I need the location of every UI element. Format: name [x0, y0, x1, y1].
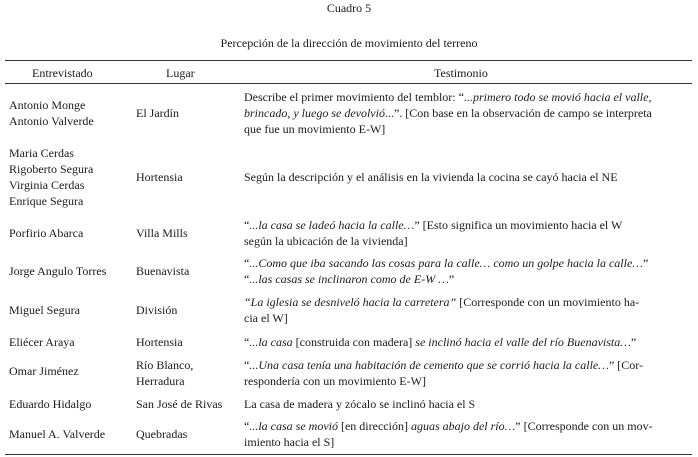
- cell-lugar: [136, 302, 240, 318]
- entrevistado-name: Antonio Monge: [9, 98, 86, 112]
- testimonio-text: “: [244, 335, 250, 349]
- cell-lugar: [136, 105, 240, 121]
- testimonio-quote: ...la casa se ladeó hacia la calle…: [249, 218, 415, 232]
- testimonio-line: [244, 434, 690, 450]
- testimonio-text: [construida con madera]: [292, 335, 416, 349]
- testimonio-line: [244, 418, 690, 434]
- testimonio-line: [244, 357, 690, 373]
- testimonio-quote: aguas abajo del río…: [410, 419, 516, 433]
- testimonio-quote: ...la casa: [249, 335, 293, 349]
- testimonio-quote: “La iglesia se desniveló hacia la carretera”: [244, 295, 457, 309]
- entrevistado-name: Miguel Segura: [9, 303, 80, 317]
- entrevistado-name: Rigoberto Segura: [9, 162, 94, 176]
- lugar-text: Villa Mills: [136, 226, 188, 240]
- testimonio-text: ...”. [Con base en la observación de campo se interpreta: [384, 106, 652, 120]
- lugar-text: Río Blanco,: [136, 358, 194, 372]
- header-testimonio: Testimonio: [434, 66, 488, 80]
- lugar-text: El Jardín: [136, 106, 179, 120]
- cell-testimonio: [244, 294, 690, 326]
- entrevistado-name: Manuel A. Valverde: [9, 427, 106, 441]
- entrevistado-name: Antonio Valverde: [9, 114, 94, 128]
- entrevistado-name: Jorge Angulo Torres: [9, 264, 107, 278]
- testimonio-line: [244, 121, 690, 137]
- testimonio-text: que fue un movimiento E-W]: [244, 122, 386, 136]
- testimonio-line: [244, 89, 690, 105]
- cell-testimonio: [244, 217, 690, 249]
- cell-testimonio: [244, 418, 690, 450]
- testimonio-text: [en dirección]: [337, 419, 411, 433]
- entrevistado-name: Maria Cerdas: [9, 146, 74, 160]
- cell-entrevistado: [9, 145, 131, 209]
- testimonio-text: ” [Esto significa un movimiento hacia el W: [414, 218, 623, 232]
- cell-entrevistado: [9, 363, 131, 379]
- cell-testimonio: [244, 255, 690, 287]
- cell-entrevistado: [9, 97, 131, 129]
- testimonio-quote: brincado, y luego se devolvió: [244, 106, 385, 120]
- testimonio-text: “: [244, 272, 250, 286]
- cell-lugar: [136, 225, 240, 241]
- testimonio-text: respondería con un movimiento E-W]: [244, 374, 426, 388]
- cell-entrevistado: [9, 396, 131, 412]
- testimonio-line: [244, 271, 690, 287]
- entrevistado-name: Eliécer Araya: [9, 335, 75, 349]
- testimonio-text: ”: [448, 272, 455, 286]
- cell-testimonio: [244, 169, 690, 185]
- cell-testimonio: [244, 396, 690, 412]
- testimonio-line: [244, 217, 690, 233]
- testimonio-line: [244, 105, 690, 121]
- cell-testimonio: [244, 334, 690, 350]
- cell-entrevistado: [9, 334, 131, 350]
- testimonio-line: [244, 294, 690, 310]
- testimonio-text: Describe el primer movimiento del temblor: “: [244, 90, 464, 104]
- cell-lugar: [136, 426, 240, 442]
- entrevistado-name: Virginia Cerdas: [9, 178, 85, 192]
- testimonio-text: [Corresponde con un movimiento ha-: [456, 295, 640, 309]
- lugar-text: Quebradas: [136, 427, 188, 441]
- cell-entrevistado: [9, 263, 131, 279]
- lugar-text: Herradura: [136, 374, 185, 388]
- cell-testimonio: [244, 357, 690, 389]
- testimonio-quote: ...la casa se movió: [249, 419, 338, 433]
- lugar-text: División: [136, 303, 178, 317]
- cell-lugar: [136, 396, 240, 412]
- table-number: Cuadro 5: [326, 1, 372, 15]
- testimonio-quote: ...primero todo se movió hacia el valle,: [463, 90, 652, 104]
- lugar-text: San José de Rivas: [136, 397, 223, 411]
- cell-entrevistado: [9, 225, 131, 241]
- cell-lugar: [136, 357, 240, 389]
- entrevistado-name: Eduardo Hidalgo: [9, 397, 92, 411]
- cell-testimonio: [244, 89, 690, 137]
- testimonio-text: “: [244, 256, 250, 270]
- testimonio-quote: ...Una casa tenía una habitación de cemento que se corrió hacia la calle…: [249, 358, 609, 372]
- lugar-text: Hortensia: [136, 335, 183, 349]
- testimonio-line: [244, 169, 690, 185]
- testimonio-quote: ...las casas se inclinaron como de E-W …: [249, 272, 449, 286]
- testimonio-line: [244, 373, 690, 389]
- cell-lugar: [136, 334, 240, 350]
- testimonio-text: cia el W]: [244, 311, 288, 325]
- cell-entrevistado: [9, 302, 131, 318]
- testimonio-line: [244, 396, 690, 412]
- header-lugar: Lugar: [166, 66, 195, 80]
- cell-entrevistado: [9, 426, 131, 442]
- testimonio-text: “: [244, 358, 250, 372]
- table-header-rule: [5, 83, 692, 84]
- entrevistado-name: Enrique Segura: [9, 194, 84, 208]
- testimonio-text: imiento hacia el S]: [244, 435, 335, 449]
- testimonio-line: [244, 310, 690, 326]
- entrevistado-name: Omar Jiménez: [9, 364, 79, 378]
- testimonio-text: “: [244, 419, 250, 433]
- testimonio-text: según la ubicación de la vivienda]: [244, 234, 408, 248]
- testimonio-line: [244, 255, 690, 271]
- testimonio-text: ” [Cor-: [608, 358, 644, 372]
- lugar-text: Buenavista: [136, 264, 190, 278]
- testimonio-text: ”: [642, 256, 649, 270]
- table-top-rule: [5, 60, 692, 61]
- testimonio-line: [244, 233, 690, 249]
- testimonio-text: La casa de madera y zócalo se inclinó hacia el S: [244, 397, 476, 411]
- entrevistado-name: Porfirio Abarca: [9, 226, 84, 240]
- testimonio-quote: se inclinó hacia el valle del río Buenavista…: [415, 335, 631, 349]
- cell-lugar: [136, 169, 240, 185]
- table-bottom-rule: [5, 454, 692, 455]
- header-entrevistado: Entrevistado: [32, 66, 93, 80]
- table-title: Percepción de la dirección de movimiento del terreno: [220, 36, 478, 50]
- testimonio-text: “: [244, 218, 250, 232]
- testimonio-line: [244, 334, 690, 350]
- testimonio-text: ”: [630, 335, 637, 349]
- cell-lugar: [136, 263, 240, 279]
- lugar-text: Hortensia: [136, 170, 183, 184]
- testimonio-text: ” [Corresponde con un mov-: [515, 419, 653, 433]
- testimonio-quote: ...Como que iba sacando las cosas para la calle… como un golpe hacia la calle…: [249, 256, 643, 270]
- testimonio-text: Según la descripción y el análisis en la vivienda la cocina se cayó hacia el NE: [244, 170, 618, 184]
